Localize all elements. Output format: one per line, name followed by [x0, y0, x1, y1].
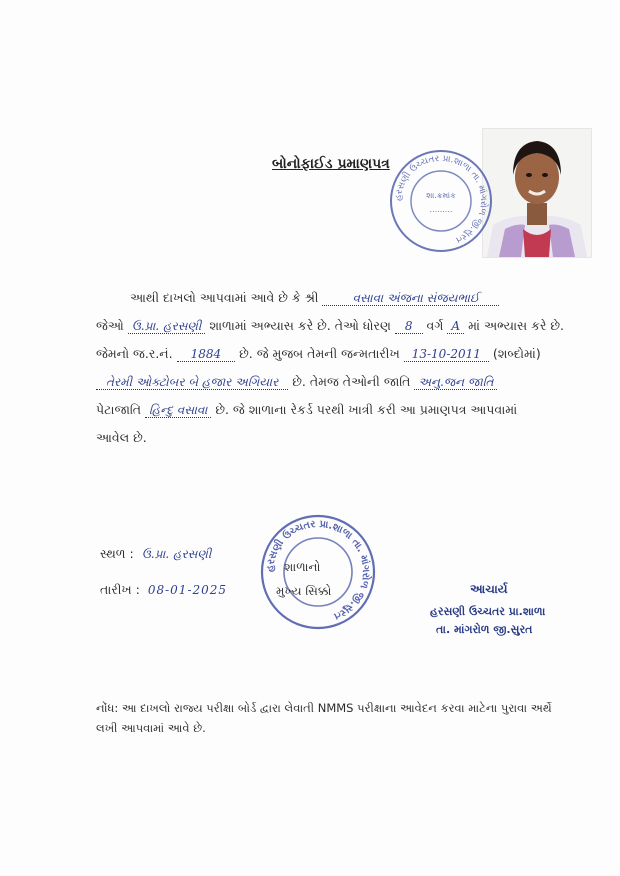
division-value: A: [447, 319, 464, 334]
svg-text:.........: .........: [429, 205, 453, 214]
place-label: સ્થળ :: [100, 546, 134, 561]
body-line-6: આવેલ છે.: [96, 430, 147, 445]
date-label: તારીખ :: [100, 582, 140, 597]
principal-title: આચાર્ય: [470, 582, 508, 596]
place-value: ઉ.પ્રા. હરસણી: [141, 547, 212, 561]
caste-value: અનુ.જન જાતિ: [414, 375, 497, 390]
birth-date: 13-10-2011: [404, 347, 489, 362]
birth-date-words: તેરમી ઓક્ટોબર બે હજાર અગિયાર: [96, 375, 288, 390]
body-line-3: જેમનો જ.ર.નં. 1884 છે. જે મુજબ તેમની જન્મતારીખ 13-10-2011 (શબ્દોમાં): [96, 346, 541, 361]
body-line-1: આથી દાખલો આપવામાં આવે છે કે શ્રી વસાવા અંજના સંજયભાઈ: [130, 290, 499, 306]
date-value: 08-01-2025: [147, 583, 228, 597]
gr-number: 1884: [177, 347, 236, 362]
place-row: [100, 546, 215, 562]
principal-sign-line-2: તા. માંગરોળ જી.સુરત: [436, 623, 533, 636]
body-line-5: પેટાજાતિ હિન્દુ વસાવા છે. જે શાળાના રેકર્ડ પરથી ખાત્રી કરી આ પ્રમાણપત્ર આપવામાં: [96, 402, 518, 417]
student-photo: [482, 128, 592, 258]
stamp-center-text: શા.ક્રમાંક: [426, 191, 456, 200]
stamp-ring-text: હરસણી ઉચ્ચતર પ્રા.શાળા તા. માંગરોળ જી.સુરત: [393, 153, 489, 245]
body-line-2: જેઓ ઉ.પ્રા. હરસણી શાળામાં અભ્યાસ કરે છે. તેઓ ધોરણ 8 વર્ગ A માં અભ્યાસ કરે છે.: [96, 318, 565, 333]
principal-sign-line-1: હરસણી ઉચ્ચતર પ્રા.શાળા: [430, 605, 546, 618]
school-stamp-top: [388, 148, 494, 254]
sub-caste-value: હિન્દુ વસાવા: [145, 403, 211, 418]
student-name: વસાવા અંજના સંજયભાઈ: [322, 291, 499, 306]
footer-note: નોંધ: આ દાખલો રાજ્ય પરીક્ષા બોર્ડ દ્વારા લેવાતી NMMS પરીક્ષાના આવેદન કરવા માટેના પુરાવા અર્થે લખી આપવામાં આવે છે.: [96, 701, 552, 735]
principal-signature-block: [430, 582, 560, 637]
seal-ring-text: હરસણી ઉચ્ચતર પ્રા.શાળા તા. માંગરોળ જી.સુરત: [264, 518, 372, 622]
certificate-title: બોનોફાઈડ પ્રમાણપત્ર: [272, 156, 390, 172]
school-name: ઉ.પ્રા. હરસણી: [128, 319, 206, 334]
seal-label-2: મુખ્ય સિક્કો: [276, 584, 332, 598]
standard-value: 8: [395, 319, 423, 334]
seal-label-1: શાળાનો: [284, 560, 321, 574]
date-row: [100, 582, 231, 598]
body-line-4: તેરમી ઓક્ટોબર બે હજાર અગિયાર છે. તેમજ તેઓની જાતિ અનુ.જન જાતિ: [96, 374, 497, 390]
